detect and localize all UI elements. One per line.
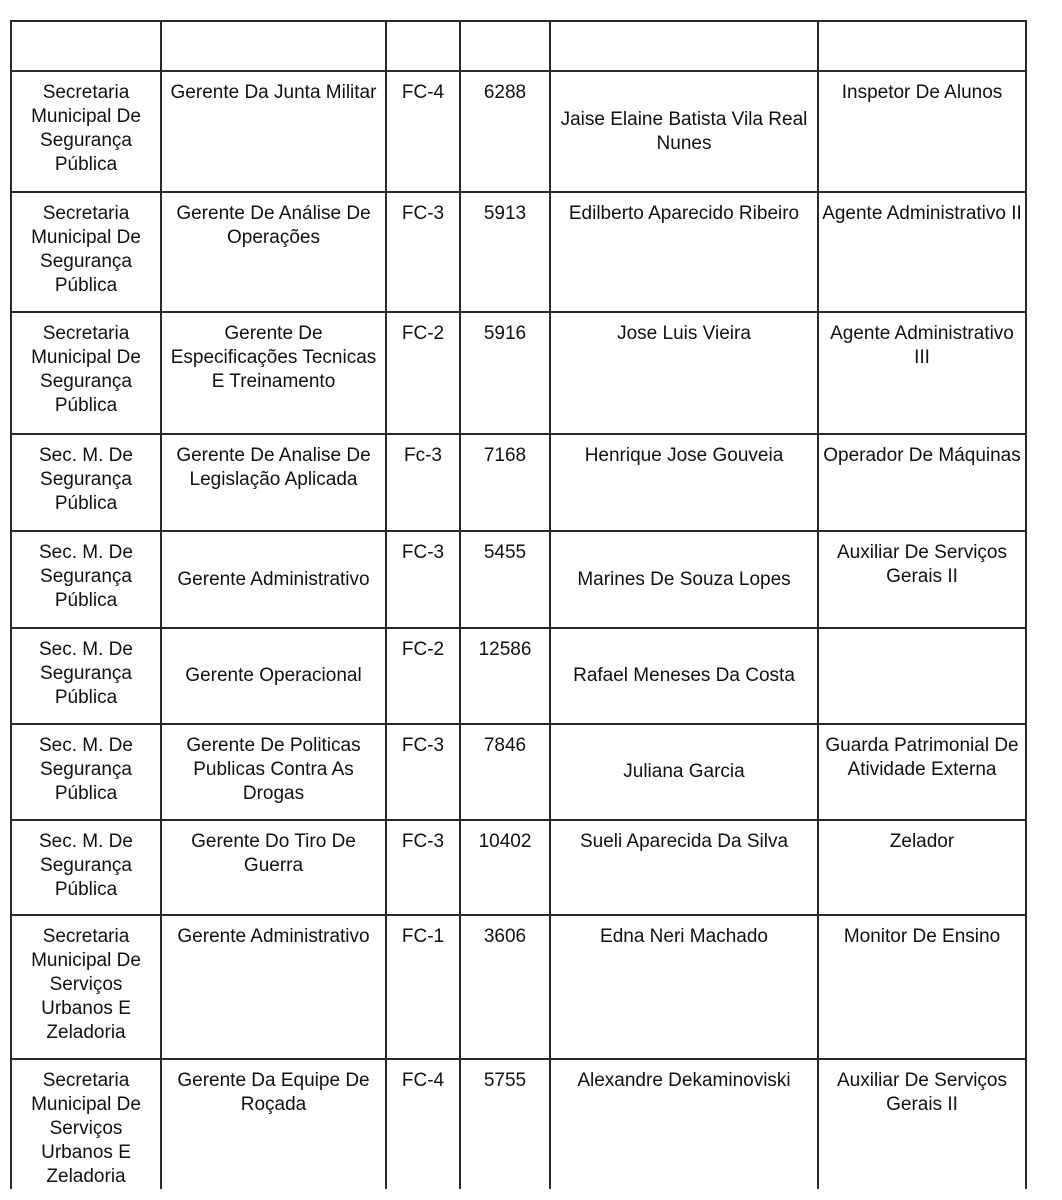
- cell-cargo-efetivo: Guarda Patrimonial De Atividade Externa: [818, 724, 1026, 820]
- cell-cargo-efetivo: Inspetor De Alunos: [818, 71, 1026, 192]
- cell-secretaria: Sec. M. De Segurança Pública: [11, 628, 161, 724]
- table-row: [11, 1059, 1026, 1189]
- table-row: [11, 724, 1026, 820]
- cell-fc: Fc-3: [386, 434, 460, 531]
- cell-nome: Sueli Aparecida Da Silva: [550, 820, 818, 915]
- cell-secretaria: Secretaria Municipal De Segurança Pública: [11, 312, 161, 434]
- table-row: [11, 192, 1026, 312]
- cell-cargo: Gerente Da Equipe De Roçada: [161, 1059, 386, 1189]
- table-row: [11, 820, 1026, 915]
- header-cell: [11, 21, 161, 71]
- cell-cargo-efetivo: Agente Administrativo III: [818, 312, 1026, 434]
- cell-cargo-efetivo: Auxiliar De Serviços Gerais II: [818, 531, 1026, 628]
- cell-secretaria: Sec. M. De Segurança Pública: [11, 434, 161, 531]
- cell-fc: FC-3: [386, 192, 460, 312]
- cell-matricula: 5913: [460, 192, 550, 312]
- header-cell: [550, 21, 818, 71]
- cell-cargo: Gerente De Politicas Publicas Contra As Drogas: [161, 724, 386, 820]
- cell-nome: Rafael Meneses Da Costa: [550, 628, 818, 724]
- cell-cargo-efetivo: [818, 628, 1026, 724]
- cell-secretaria: Secretaria Municipal De Segurança Pública: [11, 71, 161, 192]
- table-header-row: [11, 21, 1026, 71]
- cell-cargo: Gerente Administrativo: [161, 531, 386, 628]
- cell-nome: Juliana Garcia: [550, 724, 818, 820]
- cell-cargo: Gerente De Analise De Legislação Aplicada: [161, 434, 386, 531]
- cell-matricula: 12586: [460, 628, 550, 724]
- cell-fc: FC-4: [386, 1059, 460, 1189]
- cell-cargo: Gerente Administrativo: [161, 915, 386, 1059]
- cell-fc: FC-3: [386, 531, 460, 628]
- cell-secretaria: Sec. M. De Segurança Pública: [11, 820, 161, 915]
- table-row: [11, 312, 1026, 434]
- cell-fc: FC-4: [386, 71, 460, 192]
- cell-secretaria: Sec. M. De Segurança Pública: [11, 531, 161, 628]
- table-row: [11, 531, 1026, 628]
- cell-cargo: Gerente De Especificações Tecnicas E Treinamento: [161, 312, 386, 434]
- cell-matricula: 6288: [460, 71, 550, 192]
- cell-matricula: 10402: [460, 820, 550, 915]
- cell-cargo: Gerente Da Junta Militar: [161, 71, 386, 192]
- cell-nome: Jose Luis Vieira: [550, 312, 818, 434]
- cell-nome: Edilberto Aparecido Ribeiro: [550, 192, 818, 312]
- table-row: [11, 434, 1026, 531]
- cell-cargo: Gerente Operacional: [161, 628, 386, 724]
- cell-nome: Marines De Souza Lopes: [550, 531, 818, 628]
- cell-nome: Henrique Jose Gouveia: [550, 434, 818, 531]
- cell-matricula: 7846: [460, 724, 550, 820]
- header-cell: [460, 21, 550, 71]
- cell-nome: Edna Neri Machado: [550, 915, 818, 1059]
- cell-nome: Jaise Elaine Batista Vila Real Nunes: [550, 71, 818, 192]
- cell-cargo-efetivo: Auxiliar De Serviços Gerais II: [818, 1059, 1026, 1189]
- cell-fc: FC-3: [386, 820, 460, 915]
- cell-matricula: 3606: [460, 915, 550, 1059]
- servidores-table: [10, 20, 1027, 1189]
- cell-secretaria: Secretaria Municipal De Segurança Pública: [11, 192, 161, 312]
- cell-secretaria: Sec. M. De Segurança Pública: [11, 724, 161, 820]
- cell-cargo: Gerente De Análise De Operações: [161, 192, 386, 312]
- cell-secretaria: Secretaria Municipal De Serviços Urbanos E Zeladoria: [11, 1059, 161, 1189]
- cell-cargo: Gerente Do Tiro De Guerra: [161, 820, 386, 915]
- cell-fc: FC-1: [386, 915, 460, 1059]
- header-cell: [818, 21, 1026, 71]
- table-row: [11, 915, 1026, 1059]
- cell-cargo-efetivo: Monitor De Ensino: [818, 915, 1026, 1059]
- cell-cargo-efetivo: Zelador: [818, 820, 1026, 915]
- cell-secretaria: Secretaria Municipal De Serviços Urbanos E Zeladoria: [11, 915, 161, 1059]
- cell-fc: FC-3: [386, 724, 460, 820]
- table-row: [11, 71, 1026, 192]
- cell-nome: Alexandre Dekaminoviski: [550, 1059, 818, 1189]
- cell-matricula: 5755: [460, 1059, 550, 1189]
- header-cell: [386, 21, 460, 71]
- cell-fc: FC-2: [386, 628, 460, 724]
- table-row: [11, 628, 1026, 724]
- cell-cargo-efetivo: Agente Administrativo II: [818, 192, 1026, 312]
- table-body: [11, 21, 1026, 1189]
- header-cell: [161, 21, 386, 71]
- cell-cargo-efetivo: Operador De Máquinas: [818, 434, 1026, 531]
- cell-fc: FC-2: [386, 312, 460, 434]
- cell-matricula: 7168: [460, 434, 550, 531]
- cell-matricula: 5916: [460, 312, 550, 434]
- cell-matricula: 5455: [460, 531, 550, 628]
